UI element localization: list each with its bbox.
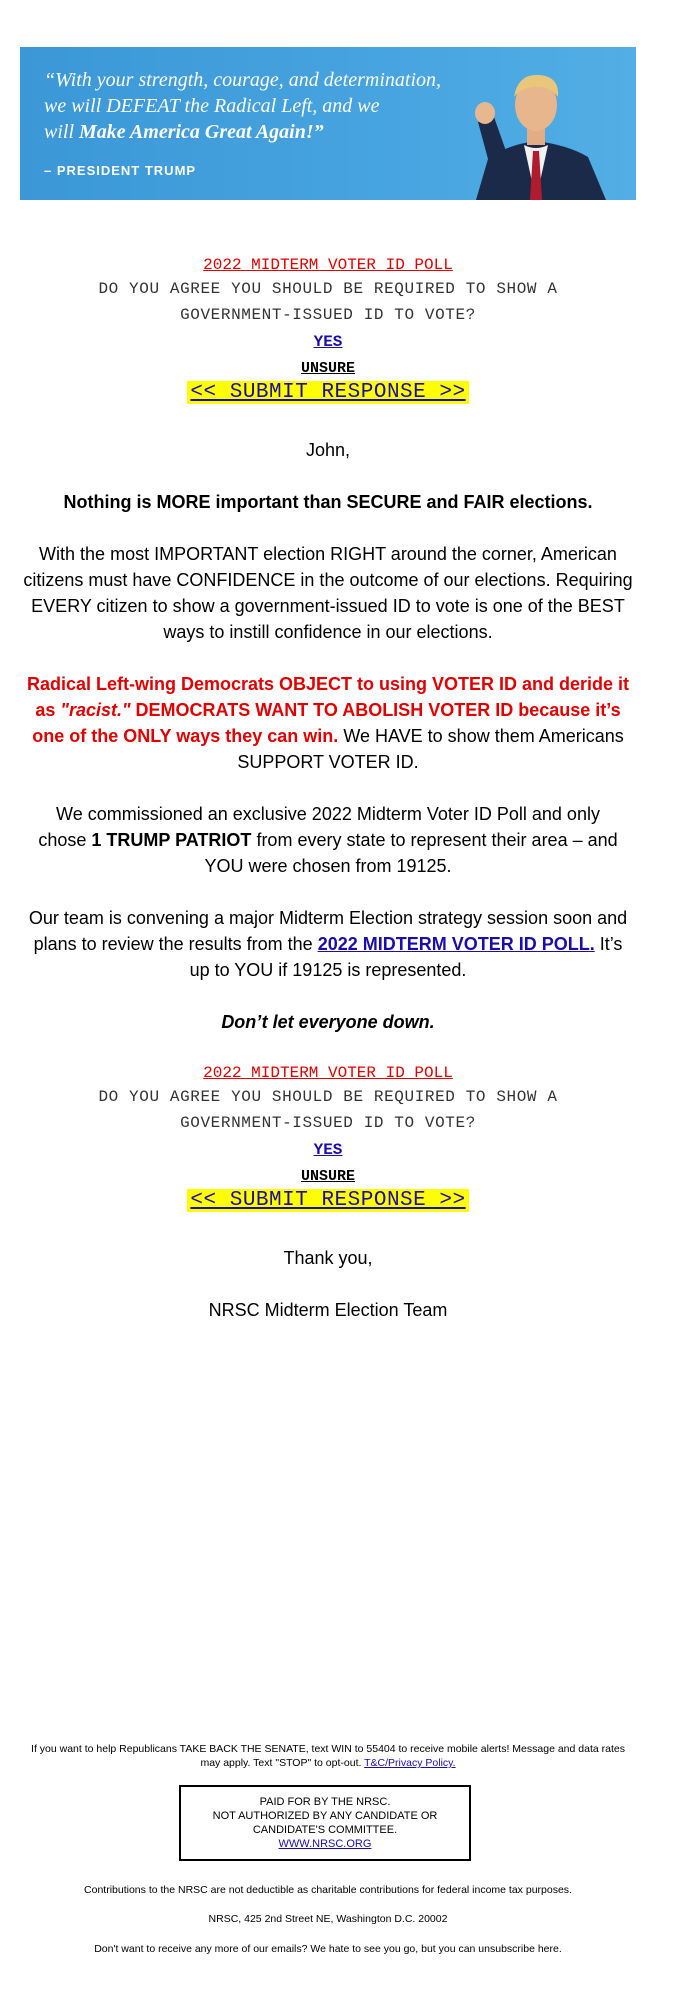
closing-emphasis: Don’t let everyone down. [221,1012,435,1032]
paragraph-3-text: We commissioned an exclusive 2022 Midterm Voter ID Poll and only chose [38,804,600,850]
paid-line: CANDIDATE'S COMMITTEE. [252,1824,398,1836]
paragraph-4-text: It’s up to YOU if 19125 is represented. [189,934,623,980]
quote-line: we will DEFEAT the Radical Left, and we [44,95,380,117]
paragraph-3 [30,801,626,879]
submit-response-button[interactable]: << SUBMIT RESPONSE >> [187,381,468,404]
poll-text-link[interactable]: 2022 MIDTERM VOTER ID POLL. [317,934,595,954]
paragraph-4-text: Our team is convening a major Midterm Election strategy session soon and plans to review the results from the [28,908,628,954]
poll-question-line: GOVERNMENT-ISSUED ID TO VOTE? [180,1114,476,1132]
poll-question [0,1084,656,1136]
address: NRSC, 425 2nd Street NE, Washington D.C. 20002 [208,1913,448,1925]
poll-unsure-link[interactable]: UNSURE [300,1168,355,1185]
nrsc-website-link[interactable]: WWW.NRSC.ORG [278,1838,372,1850]
headline: Nothing is MORE important than SECURE and FAIR elections. [63,492,593,512]
quote-line: will [44,121,80,143]
paid-line: NOT AUTHORIZED BY ANY CANDIDATE OR [212,1810,438,1822]
paragraph-1: With the most IMPORTANT election RIGHT around the corner, American citizens must have CONFIDENCE in the outcome of our elections. Requiring EVERY citizen to show a government-issued ID to vote is one of the BEST ways to instill confidence in our elections. [23,544,633,642]
paragraph-4 [22,905,634,983]
paid-for-box [179,1785,471,1861]
red-emphasis: DEMOCRATS WANT TO ABOLISH VOTER ID because it’s one of the ONLY ways they can win. [32,700,621,746]
poll-question [0,276,656,328]
privacy-policy-link[interactable]: T&C/Privacy Policy. [364,1757,456,1769]
sms-disclaimer [22,1742,634,1770]
poll-unsure-link[interactable]: UNSURE [300,360,355,377]
thanks: Thank you, [283,1248,373,1268]
red-quote: "racist." [60,700,131,720]
paragraph-2 [18,671,638,775]
header-banner [20,47,636,200]
paragraph-3-text: from every state to represent their area – and YOU were chosen from 19125. [204,830,618,876]
paragraph-3-bold: 1 TRUMP PATRIOT [91,830,252,850]
tax-note: Contributions to the NRSC are not deductible as charitable contributions for federal income tax purposes. [84,1884,572,1896]
banner-quote [44,67,454,145]
quote-line: “With your strength, courage, and determination, [44,69,442,91]
banner-attribution: – PRESIDENT TRUMP [44,163,197,178]
poll-yes-link[interactable]: YES [313,1141,343,1159]
unsubscribe-text[interactable]: Don't want to receive any more of our emails? We hate to see you go, but you can unsubscribe here. [94,1943,562,1955]
poll-title: 2022 MIDTERM VOTER ID POLL [203,1064,453,1082]
paragraph-2-tail: We HAVE to show them Americans SUPPORT VOTER ID. [237,726,624,772]
submit-response-button[interactable]: << SUBMIT RESPONSE >> [187,1189,468,1212]
greeting: John, [305,440,351,460]
signature: NRSC Midterm Election Team [208,1300,448,1320]
poll-question-line: DO YOU AGREE YOU SHOULD BE REQUIRED TO SHOW A [98,1088,558,1106]
poll-question-line: DO YOU AGREE YOU SHOULD BE REQUIRED TO SHOW A [98,280,558,298]
red-emphasis: Radical Left-wing Democrats OBJECT to using VOTER ID and deride it as [26,674,630,720]
president-portrait-image [436,47,636,200]
poll-yes-link[interactable]: YES [313,333,343,351]
quote-emphasis: Make America Great Again!” [79,121,324,143]
paid-line: PAID FOR BY THE NRSC. [259,1796,391,1808]
poll-question-line: GOVERNMENT-ISSUED ID TO VOTE? [180,306,476,324]
sms-text: If you want to help Republicans TAKE BACK THE SENATE, text WIN to 55404 to receive mobile alerts! Message and data rates may apply. Text "STOP" to opt-out. [31,1743,625,1769]
poll-title: 2022 MIDTERM VOTER ID POLL [203,256,453,274]
